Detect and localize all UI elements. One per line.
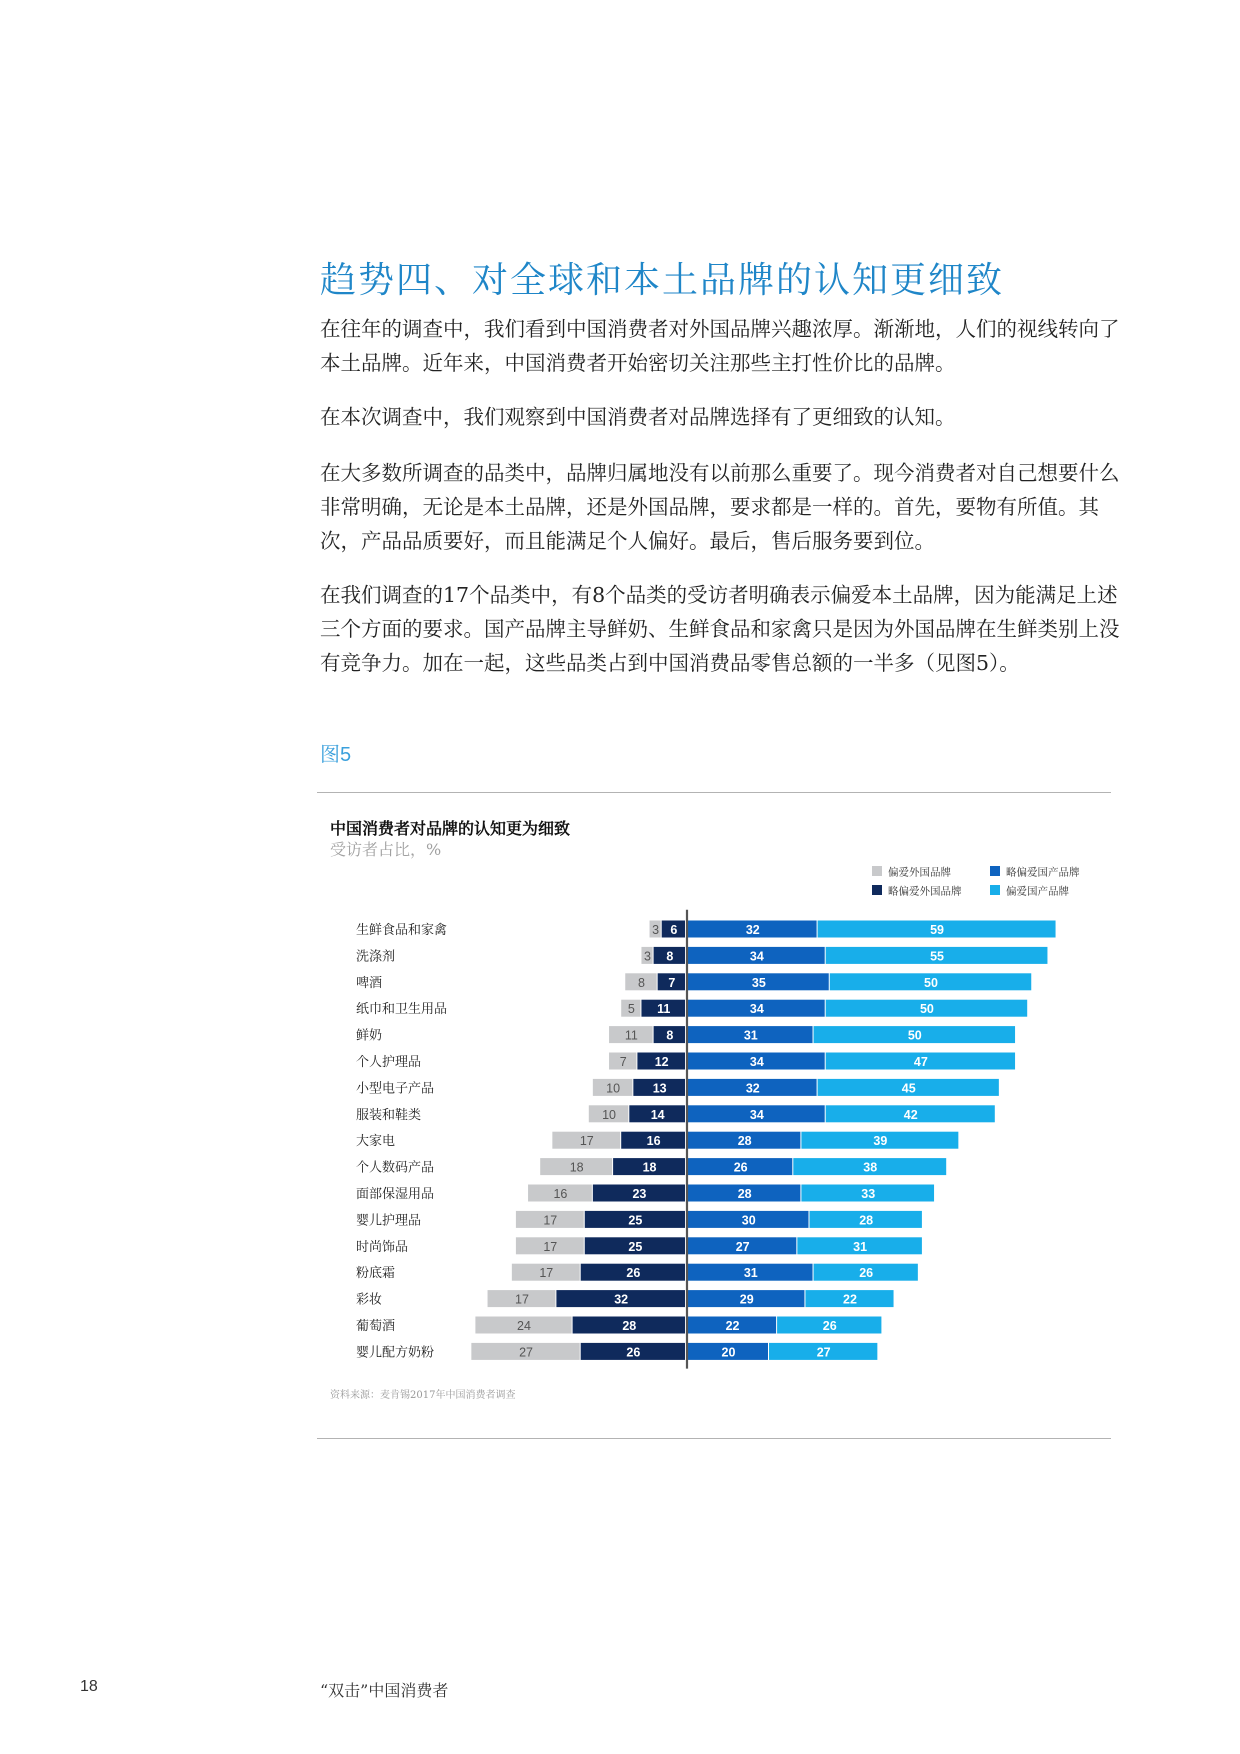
data-label: 22 <box>843 1292 857 1307</box>
category-label: 时尚饰品 <box>356 1239 409 1255</box>
data-label: 22 <box>725 1319 740 1333</box>
data-label: 8 <box>666 949 674 964</box>
data-label: 31 <box>743 1028 758 1043</box>
data-label: 50 <box>924 975 938 990</box>
data-label: 8 <box>666 1028 674 1043</box>
data-label: 17 <box>543 1213 558 1228</box>
data-label: 10 <box>606 1081 621 1096</box>
category-label: 纸巾和卫生用品 <box>356 1002 448 1018</box>
legend-label: 偏爱外国品牌 <box>888 866 951 879</box>
data-label: 17 <box>539 1266 554 1281</box>
data-label: 50 <box>919 1002 934 1017</box>
category-label: 婴儿配方奶粉 <box>356 1345 435 1361</box>
data-label: 7 <box>668 975 676 990</box>
legend-label: 略偏爱国产品牌 <box>1006 866 1080 879</box>
legend-label: 略偏爱外国品牌 <box>888 885 962 898</box>
data-label: 17 <box>579 1134 594 1149</box>
legend-swatch <box>872 866 882 876</box>
category-label: 个人护理品 <box>356 1055 422 1070</box>
data-label: 32 <box>745 1081 760 1096</box>
data-label: 27 <box>735 1239 750 1254</box>
legend-swatch <box>990 866 1000 876</box>
data-label: 23 <box>632 1187 647 1201</box>
data-label: 7 <box>619 1055 627 1069</box>
data-label: 12 <box>654 1055 669 1069</box>
figure-label: 图5 <box>320 744 352 766</box>
data-label: 34 <box>749 1002 764 1017</box>
category-label: 粉底霜 <box>356 1266 396 1282</box>
category-label: 啤酒 <box>356 975 383 991</box>
legend-swatch <box>872 885 882 895</box>
data-label: 29 <box>739 1292 754 1307</box>
paragraph-1: 在往年的调查中，我们看到中国消费者对外国品牌兴趣浓厚。渐渐地，人们的视线转向了本土品牌。近年来，中国消费者开始密切关注那些主打性价比的品牌。 <box>320 317 1120 375</box>
data-label: 31 <box>853 1239 868 1254</box>
data-label: 26 <box>733 1160 748 1175</box>
chart-source: 资料来源：麦肯锡2017年中国消费者调查 <box>330 1390 516 1401</box>
chart-subtitle: 受访者占比，% <box>330 840 442 859</box>
data-label: 18 <box>569 1160 584 1175</box>
category-label: 面部保湿用品 <box>356 1187 435 1202</box>
data-label: 45 <box>901 1081 916 1096</box>
data-label: 20 <box>721 1345 736 1360</box>
data-label: 59 <box>930 923 945 937</box>
data-label: 28 <box>859 1213 874 1228</box>
data-label: 13 <box>652 1081 667 1096</box>
data-label: 33 <box>861 1187 876 1201</box>
data-label: 11 <box>657 1002 671 1017</box>
category-label: 婴儿护理品 <box>356 1213 422 1229</box>
data-label: 32 <box>745 923 760 937</box>
category-label: 鲜奶 <box>356 1028 383 1044</box>
data-label: 42 <box>903 1107 918 1122</box>
data-label: 11 <box>624 1028 638 1043</box>
data-label: 28 <box>622 1319 637 1333</box>
data-label: 34 <box>749 1055 764 1069</box>
data-label: 5 <box>627 1002 635 1017</box>
category-label: 生鲜食品和家禽 <box>356 923 448 938</box>
data-label: 27 <box>816 1345 831 1360</box>
data-label: 28 <box>737 1187 752 1201</box>
data-label: 3 <box>644 949 652 964</box>
category-label: 小型电子产品 <box>356 1081 435 1097</box>
data-label: 55 <box>930 949 945 964</box>
paragraph-4: 在我们调查的17个品类中，有8个品类的受访者明确表示偏爱本土品牌，因为能满足上述三个方面的要求。国产品牌主导鲜奶、生鲜食品和家禽只是因为外国品牌在生鲜类别上没有竞争力。加在一起，这些品类占到中国消费品零售总额的一半多（见图5）。 <box>320 583 1120 675</box>
data-label: 34 <box>749 949 764 964</box>
data-label: 30 <box>741 1213 756 1228</box>
category-label: 个人数码产品 <box>356 1160 435 1176</box>
data-label: 25 <box>628 1213 643 1228</box>
data-label: 50 <box>907 1028 922 1043</box>
data-label: 26 <box>859 1266 874 1281</box>
data-label: 38 <box>863 1160 878 1175</box>
category-label: 葡萄酒 <box>356 1319 396 1334</box>
data-label: 31 <box>743 1266 758 1281</box>
category-label: 彩妆 <box>356 1292 383 1308</box>
paragraph-3: 在大多数所调查的品类中，品牌归属地没有以前那么重要了。现今消费者对自己想要什么非常明确，无论是本土品牌，还是外国品牌，要求都是一样的。首先，要物有所值。其次，产品品质要好，而且能满足个人偏好。最后，售后服务要到位。 <box>320 461 1120 553</box>
footer-title: “双击”中国消费者 <box>320 1681 449 1700</box>
legend-swatch <box>990 885 1000 895</box>
data-label: 34 <box>749 1107 764 1122</box>
data-label: 14 <box>650 1107 665 1122</box>
page-heading: 趋势四、对全球和本土品牌的认知更细致 <box>320 260 1005 301</box>
data-label: 16 <box>553 1187 568 1201</box>
data-label: 47 <box>913 1055 928 1069</box>
chart-title: 中国消费者对品牌的认知更为细致 <box>330 819 571 838</box>
page-number: 18 <box>80 1678 98 1695</box>
data-label: 32 <box>614 1292 629 1307</box>
data-label: 25 <box>628 1239 643 1254</box>
data-label: 26 <box>626 1266 641 1281</box>
legend-label: 偏爱国产品牌 <box>1006 885 1069 898</box>
category-label: 服装和鞋类 <box>356 1107 422 1123</box>
category-label: 洗涤剂 <box>356 949 396 965</box>
category-label: 大家电 <box>356 1134 396 1150</box>
data-label: 8 <box>637 975 645 990</box>
data-label: 26 <box>822 1319 837 1333</box>
data-label: 17 <box>543 1239 558 1254</box>
data-label: 10 <box>602 1107 617 1122</box>
data-label: 39 <box>873 1134 888 1149</box>
data-label: 27 <box>519 1345 533 1360</box>
data-label: 6 <box>670 923 678 937</box>
data-label: 18 <box>642 1160 657 1175</box>
data-label: 24 <box>517 1319 531 1333</box>
data-label: 35 <box>751 975 766 990</box>
data-label: 17 <box>515 1292 529 1307</box>
data-label: 28 <box>737 1134 752 1149</box>
data-label: 3 <box>652 923 660 937</box>
paragraph-2: 在本次调查中，我们观察到中国消费者对品牌选择有了更细致的认知。 <box>320 405 956 429</box>
data-label: 26 <box>626 1345 641 1360</box>
data-label: 16 <box>646 1134 661 1149</box>
